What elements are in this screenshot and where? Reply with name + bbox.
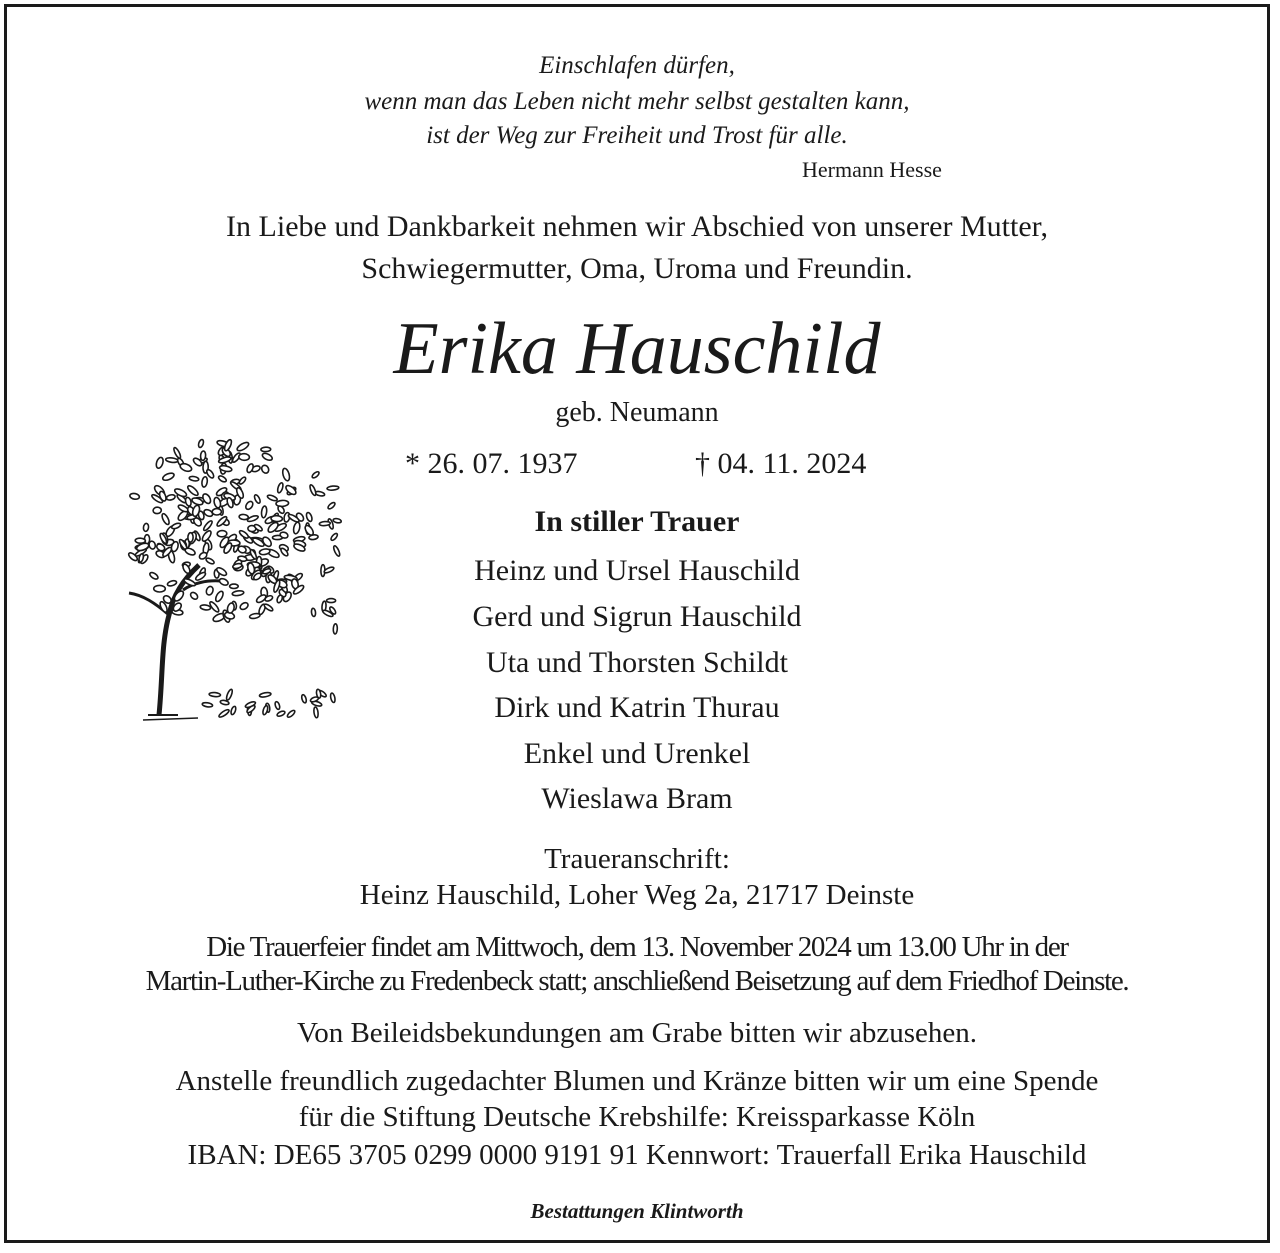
quote-line-2: wenn man das Leben nicht mehr selbst gestalten kann, (364, 88, 910, 115)
donation-line-3: IBAN: DE65 3705 0299 0000 9191 91 Kennwort: Trauerfall Erika Hauschild (187, 1139, 1087, 1171)
birth-date: * 26. 07. 1937 (405, 447, 578, 480)
mourner-5: Enkel und Urenkel (523, 737, 751, 770)
address-label: Traueranschrift: (544, 843, 730, 875)
mourner-6: Wieslawa Bram (541, 782, 733, 815)
mourner-4: Dirk und Katrin Thurau (494, 691, 780, 724)
mourners-heading: In stiller Trauer (534, 505, 740, 538)
deceased-name: Erika Hauschild (393, 308, 881, 390)
ceremony-line-1: Die Trauerfeier findet am Mittwoch, dem 13. November 2024 um 13.00 Uhr in der (206, 931, 1068, 963)
mourner-3: Uta und Thorsten Schildt (486, 646, 788, 679)
address-value: Heinz Hauschild, Loher Weg 2a, 21717 Deinste (359, 879, 915, 911)
mourner-1: Heinz und Ursel Hauschild (474, 554, 800, 587)
ceremony-line-2: Martin-Luther-Kirche zu Fredenbeck statt; anschließend Beisetzung auf dem Friedhof Deinste. (145, 965, 1129, 997)
mourner-2: Gerd und Sigrun Hauschild (472, 600, 802, 633)
obituary-notice (4, 4, 1270, 1243)
condolence-note: Von Beileidsbekundungen am Grabe bitten wir abzusehen. (297, 1017, 977, 1049)
quote-line-3: ist der Weg zur Freiheit und Trost für alle. (426, 122, 848, 149)
quote-author: Hermann Hesse (802, 157, 942, 182)
quote-line-1: Einschlafen dürfen, (539, 52, 735, 79)
funeral-home: Bestattungen Klintworth (530, 1199, 744, 1223)
death-date: † 04. 11. 2024 (695, 447, 867, 480)
maiden-name: geb. Neumann (555, 397, 719, 428)
intro-line-2: Schwiegermutter, Oma, Uroma und Freundin. (361, 252, 913, 285)
intro-line-1: In Liebe und Dankbarkeit nehmen wir Abschied von unserer Mutter, (226, 210, 1048, 243)
donation-line-2: für die Stiftung Deutsche Krebshilfe: Kreissparkasse Köln (298, 1101, 976, 1133)
donation-line-1: Anstelle freundlich zugedachter Blumen und Kränze bitten wir um eine Spende (175, 1065, 1099, 1097)
